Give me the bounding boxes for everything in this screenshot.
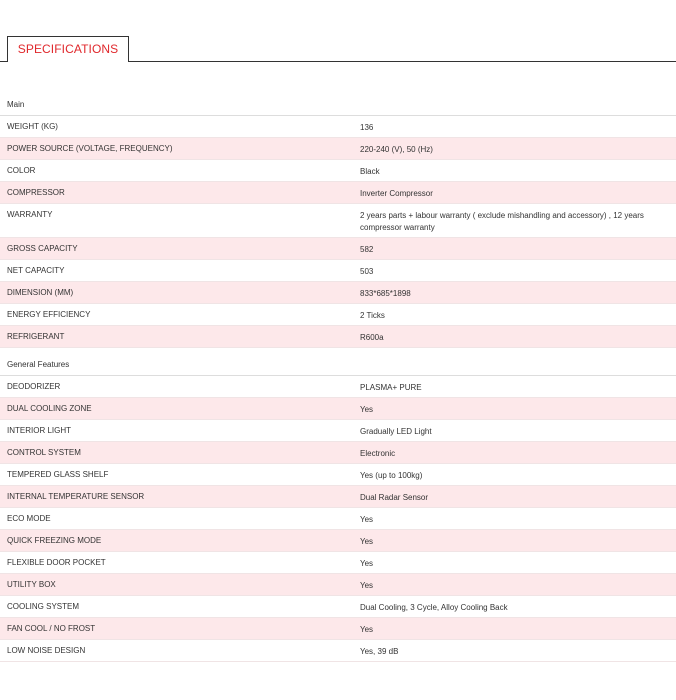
spec-value: Yes (up to 100kg): [360, 471, 423, 480]
tab-label: SPECIFICATIONS: [17, 42, 119, 56]
spec-row: [0, 138, 676, 160]
spec-key: DEODORIZER: [7, 382, 61, 391]
spec-value: 833*685*1898: [360, 289, 411, 298]
spec-value: Black: [360, 167, 380, 176]
spec-value: 2 years parts + labour warranty ( exclude mishandling and accessory) , 12 years compressor warranty: [360, 211, 644, 232]
spec-value: Yes: [360, 537, 374, 546]
spec-key: QUICK FREEZING MODE: [7, 536, 102, 545]
spec-value: Electronic: [360, 449, 396, 458]
spec-row: [0, 376, 676, 398]
spec-key: REFRIGERANT: [7, 332, 65, 341]
spec-row: [0, 596, 676, 618]
spec-row: [0, 574, 676, 596]
spec-value: 582: [360, 245, 374, 254]
spec-value: Yes, 39 dB: [360, 647, 399, 656]
spec-key: TEMPERED GLASS SHELF: [7, 470, 109, 479]
spec-key: NET CAPACITY: [7, 266, 65, 275]
spec-key: LOW NOISE DESIGN: [7, 646, 86, 655]
spec-value: 2 Ticks: [360, 311, 385, 320]
spec-row: [0, 326, 676, 348]
spec-value: Yes: [360, 515, 374, 524]
spec-row: [0, 486, 676, 508]
spec-key: POWER SOURCE (VOLTAGE, FREQUENCY): [7, 144, 173, 153]
spec-row: [0, 420, 676, 442]
spec-row: [0, 508, 676, 530]
spec-key: WEIGHT (KG): [7, 122, 58, 131]
spec-row: [0, 442, 676, 464]
spec-key: DUAL COOLING ZONE: [7, 404, 92, 413]
tab-bar: [0, 0, 676, 62]
section-heading-main: Main: [0, 88, 676, 116]
spec-value: Yes: [360, 581, 374, 590]
spec-value: 503: [360, 267, 374, 276]
spec-value: Yes: [360, 559, 374, 568]
spec-value: 136: [360, 123, 374, 132]
tab-specifications[interactable]: [7, 36, 129, 61]
spec-key: INTERNAL TEMPERATURE SENSOR: [7, 492, 145, 501]
spec-key: INTERIOR LIGHT: [7, 426, 72, 435]
spec-row: [0, 238, 676, 260]
spec-value: Inverter Compressor: [360, 189, 433, 198]
section-heading-general-features: General Features: [0, 348, 676, 376]
spec-value: Dual Radar Sensor: [360, 493, 429, 502]
spec-key: COLOR: [7, 166, 36, 175]
spec-table-general-features: [0, 376, 676, 662]
spec-key: FLEXIBLE DOOR POCKET: [7, 558, 106, 567]
spec-key: UTILITY BOX: [7, 580, 56, 589]
spec-value: Yes: [360, 625, 374, 634]
spec-row: [0, 116, 676, 138]
spec-key: CONTROL SYSTEM: [7, 448, 81, 457]
spec-row: [0, 204, 676, 238]
spec-key: ECO MODE: [7, 514, 51, 523]
spec-key: GROSS CAPACITY: [7, 244, 78, 253]
spec-value: 220-240 (V), 50 (Hz): [360, 145, 433, 154]
spec-key: ENERGY EFFICIENCY: [7, 310, 91, 319]
spec-row: [0, 398, 676, 420]
spec-value: Dual Cooling, 3 Cycle, Alloy Cooling Back: [360, 603, 508, 612]
spec-row: [0, 260, 676, 282]
spec-value: Gradually LED Light: [360, 427, 432, 436]
spec-key: COMPRESSOR: [7, 188, 65, 197]
spec-key: WARRANTY: [7, 210, 53, 219]
spec-row: [0, 618, 676, 640]
spec-value: Yes: [360, 405, 374, 414]
spec-row: [0, 182, 676, 204]
spec-key: DIMENSION (MM): [7, 288, 74, 297]
spec-key: FAN COOL / NO FROST: [7, 624, 96, 633]
spec-value: PLASMA+ PURE: [360, 383, 422, 392]
spec-row: [0, 530, 676, 552]
spec-row: [0, 282, 676, 304]
spec-table-main: [0, 116, 676, 348]
spec-row: [0, 160, 676, 182]
spec-value: R600a: [360, 333, 384, 342]
spec-row: [0, 304, 676, 326]
spec-key: COOLING SYSTEM: [7, 602, 80, 611]
spec-row: [0, 464, 676, 486]
spec-row: [0, 640, 676, 662]
specifications-panel: [0, 88, 676, 662]
spec-row: [0, 552, 676, 574]
